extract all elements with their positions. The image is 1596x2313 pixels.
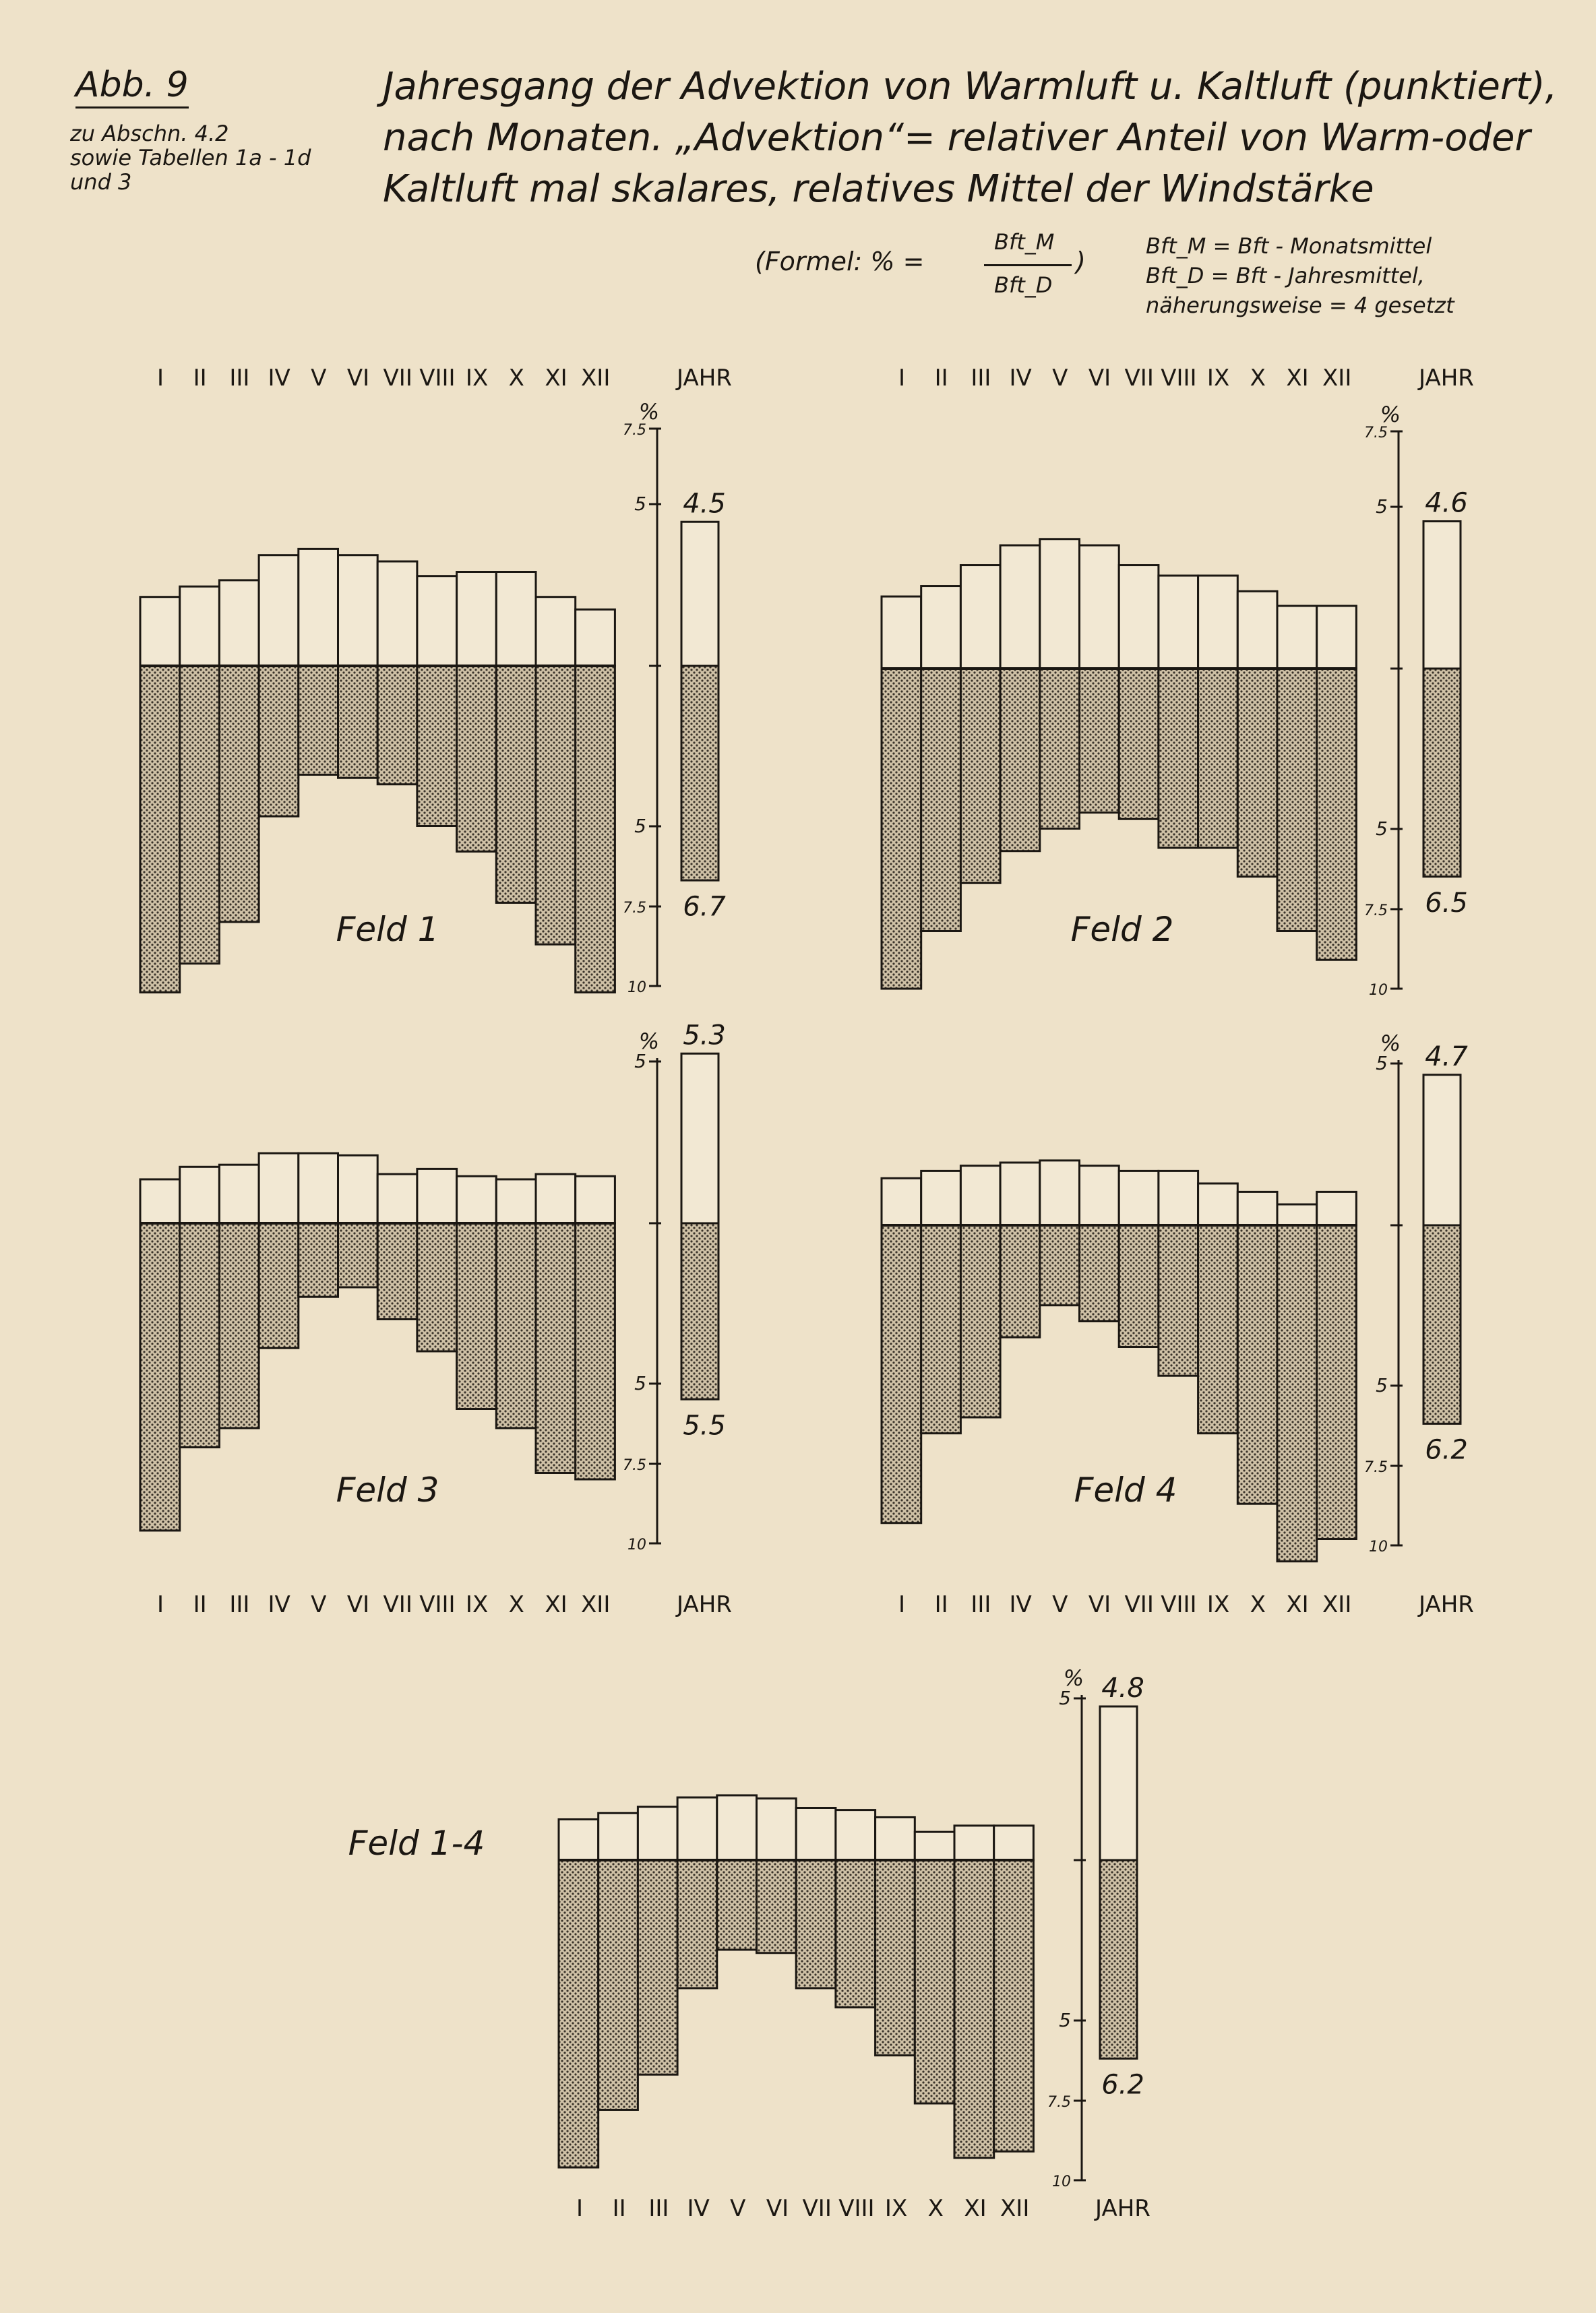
annual-warm-value: 4.7	[1425, 1041, 1468, 1072]
annual-cold-bar	[1423, 1225, 1461, 1424]
month-label-III: III	[229, 365, 250, 392]
month-label-IV: IV	[1009, 365, 1032, 392]
month-label-VIII: VIII	[419, 365, 456, 392]
month-label-XI: XI	[545, 1591, 567, 1618]
warm-bar-VIII	[1159, 576, 1198, 669]
annual-cold-bar	[681, 1223, 718, 1399]
cold-bar-VII	[1119, 1225, 1159, 1347]
month-label-IX: IX	[1206, 1591, 1230, 1618]
jahr-label: JAHR	[1419, 365, 1474, 392]
month-label-VII: VII	[802, 2195, 832, 2222]
month-label-X: X	[508, 1591, 524, 1618]
cold-bar-V	[1040, 1225, 1080, 1305]
cold-bar-IX	[457, 1223, 497, 1409]
cold-bar-III	[638, 1860, 677, 2074]
note-line-2: Bft_D = Bft - Jahresmittel,	[1146, 263, 1425, 288]
cold-bar-VIII	[836, 1860, 876, 2008]
warm-bar-IX	[1198, 1183, 1238, 1225]
warm-bar-VIII	[1159, 1171, 1198, 1225]
annual-cold-value: 6.7	[683, 891, 726, 923]
cold-bar-III	[960, 669, 1000, 883]
month-label-IV: IV	[268, 365, 290, 392]
note-line-1: Bft_M = Bft - Monatsmittel	[1146, 233, 1432, 259]
formula-numerator: Bft_M	[994, 229, 1055, 255]
y-tick-label: 5	[1376, 1052, 1388, 1074]
month-label-IX: IX	[1206, 365, 1230, 392]
month-label-III: III	[229, 1591, 250, 1618]
warm-bar-XI	[1277, 1204, 1317, 1225]
warm-bar-X	[496, 1179, 536, 1223]
y-tick-label: 7.5	[623, 1457, 646, 1474]
y-tick-label: 5	[634, 1372, 646, 1394]
y-tick-label: 5	[634, 1050, 646, 1072]
cold-bar-V	[299, 1223, 338, 1297]
y-tick-label: 10	[627, 1537, 646, 1553]
month-label-III: III	[971, 365, 991, 392]
ref-line-2: sowie Tabellen 1a - 1d	[70, 145, 311, 171]
warm-bar-VI	[1080, 545, 1119, 669]
month-label-XII: XII	[581, 1591, 611, 1618]
cold-bar-II	[921, 1225, 961, 1433]
cold-bar-VIII	[417, 1223, 457, 1351]
annual-warm-bar	[1423, 1075, 1461, 1225]
cold-bar-VI	[757, 1860, 797, 1953]
month-label-II: II	[934, 365, 948, 392]
cold-bar-II	[180, 666, 220, 964]
cold-bar-XI	[954, 1860, 994, 2158]
annual-warm-value: 4.5	[683, 488, 726, 520]
month-label-X: X	[508, 365, 524, 392]
annual-warm-bar	[681, 1053, 718, 1223]
warm-bar-IV	[1000, 545, 1040, 669]
cold-bar-VI	[338, 1223, 378, 1287]
panel-name: Feld 4	[1074, 1471, 1177, 1510]
cold-bar-XII	[1317, 1225, 1357, 1539]
warm-bar-XI	[536, 597, 576, 666]
warm-bar-VII	[1119, 565, 1159, 669]
month-label-II: II	[193, 1591, 207, 1618]
y-tick-label: 7.5	[1364, 902, 1388, 919]
jahr-label: JAHR	[1419, 1591, 1474, 1618]
cold-bar-X	[496, 1223, 536, 1428]
cold-bar-III	[960, 1225, 1000, 1417]
month-label-V: V	[1052, 1591, 1068, 1618]
annual-warm-value: 5.3	[683, 1020, 726, 1051]
cold-bar-X	[1237, 1225, 1277, 1504]
percent-label: %	[638, 1028, 660, 1054]
month-label-VI: VI	[346, 1591, 370, 1618]
cold-bar-V	[717, 1860, 757, 1950]
cold-bar-IX	[876, 1860, 915, 2056]
y-tick-label: 7.5	[1364, 1459, 1388, 1476]
month-label-XII: XII	[1322, 365, 1352, 392]
warm-bar-III	[638, 1807, 677, 1860]
warm-bar-VII	[377, 1174, 417, 1223]
warm-bar-V	[717, 1795, 757, 1860]
warm-bar-VIII	[417, 576, 457, 666]
formula-denominator: Bft_D	[994, 272, 1053, 298]
cold-bar-XII	[994, 1860, 1034, 2151]
month-label-VIII: VIII	[838, 2195, 875, 2222]
cold-bar-VIII	[417, 666, 457, 826]
warm-bar-I	[882, 1178, 921, 1225]
month-label-XI: XI	[964, 2195, 987, 2222]
warm-bar-I	[882, 596, 921, 669]
title-line-3: Kaltluft mal skalares, relatives Mittel der Windstärke	[383, 167, 1374, 211]
warm-bar-VIII	[836, 1810, 876, 1860]
y-tick-label: 5	[1376, 495, 1388, 518]
annual-warm-bar	[1423, 522, 1461, 669]
cold-bar-I	[140, 666, 180, 993]
cold-bar-V	[1040, 669, 1080, 829]
warm-bar-XII	[576, 1176, 615, 1223]
y-tick-label: 10	[1052, 2173, 1071, 2190]
warm-bar-XI	[536, 1174, 576, 1223]
warm-bar-IV	[259, 555, 299, 666]
annual-warm-value: 4.6	[1425, 487, 1468, 519]
warm-bar-VI	[338, 1155, 378, 1223]
month-label-XI: XI	[1286, 1591, 1309, 1618]
month-label-II: II	[193, 365, 207, 392]
y-tick-label: 10	[1369, 1539, 1388, 1555]
panel-name: Feld 2	[1070, 910, 1174, 949]
warm-bar-I	[140, 597, 180, 666]
month-label-VIII: VIII	[1161, 365, 1197, 392]
annual-warm-value: 4.8	[1101, 1673, 1144, 1704]
cold-bar-XI	[1277, 1225, 1317, 1562]
month-label-V: V	[1052, 365, 1068, 392]
y-tick-label: 5	[634, 493, 646, 515]
warm-bar-X	[496, 572, 536, 667]
cold-bar-IV	[677, 1860, 717, 1988]
month-label-IX: IX	[465, 365, 489, 392]
month-label-V: V	[311, 365, 327, 392]
month-label-VII: VII	[383, 365, 412, 392]
cold-bar-IV	[1000, 1225, 1040, 1337]
y-tick-label: 5	[1376, 1374, 1388, 1396]
cold-bar-IV	[259, 666, 299, 816]
month-label-XII: XII	[1322, 1591, 1352, 1618]
title-line-1: Jahresgang der Advektion von Warmluft u. Kaltluft (punktiert),	[383, 65, 1558, 109]
cold-bar-II	[598, 1860, 638, 2110]
warm-bar-IX	[1198, 576, 1238, 669]
percent-label: %	[638, 399, 660, 425]
annual-cold-value: 6.2	[1101, 2069, 1144, 2101]
warm-bar-II	[598, 1813, 638, 1860]
warm-bar-VII	[1119, 1171, 1159, 1225]
warm-bar-XI	[954, 1826, 994, 1860]
cold-bar-X	[1237, 669, 1277, 877]
month-label-VIII: VIII	[419, 1591, 456, 1618]
annual-cold-bar	[1423, 669, 1461, 877]
month-label-V: V	[311, 1591, 327, 1618]
percent-label: %	[1380, 1030, 1401, 1056]
annual-cold-value: 6.2	[1425, 1434, 1468, 1466]
cold-bar-X	[915, 1860, 954, 2103]
cold-bar-IX	[1198, 669, 1238, 848]
annual-cold-bar	[1100, 1860, 1137, 2059]
warm-bar-III	[219, 1165, 259, 1223]
month-label-I: I	[898, 1591, 906, 1618]
annual-cold-value: 5.5	[683, 1410, 726, 1442]
y-tick-label: 10	[1369, 982, 1388, 999]
warm-bar-XII	[1317, 606, 1357, 669]
warm-bar-X	[1237, 591, 1277, 669]
warm-bar-IX	[457, 1176, 497, 1223]
cold-bar-VI	[338, 666, 378, 778]
month-label-V: V	[730, 2195, 746, 2222]
warm-bar-III	[960, 1166, 1000, 1225]
cold-bar-IV	[259, 1223, 299, 1348]
jahr-label: JAHR	[1095, 2195, 1150, 2222]
month-label-I: I	[576, 2195, 584, 2222]
month-label-VI: VI	[766, 2195, 789, 2222]
warm-bar-X	[915, 1832, 954, 1860]
cold-bar-VII	[796, 1860, 836, 1988]
cold-bar-I	[882, 1225, 921, 1523]
warm-bar-V	[1040, 1161, 1080, 1225]
y-tick-label: 7.5	[1047, 2094, 1071, 2111]
cold-bar-IV	[1000, 669, 1040, 851]
month-label-III: III	[648, 2195, 669, 2222]
warm-bar-IX	[457, 572, 497, 667]
annual-cold-bar	[681, 666, 718, 880]
warm-bar-VIII	[417, 1169, 457, 1223]
month-label-II: II	[612, 2195, 626, 2222]
cold-bar-VII	[1119, 669, 1159, 819]
month-label-IV: IV	[1009, 1591, 1032, 1618]
panel-name: Feld 3	[336, 1471, 439, 1510]
warm-bar-I	[559, 1820, 598, 1860]
annual-cold-value: 6.5	[1425, 887, 1468, 919]
warm-bar-III	[219, 580, 259, 666]
warm-bar-IV	[677, 1797, 717, 1860]
y-tick-label: 5	[1059, 2009, 1071, 2031]
month-label-II: II	[934, 1591, 948, 1618]
panel-name: Feld 1	[336, 910, 439, 949]
ref-line-3: und 3	[70, 169, 132, 195]
y-tick-label: 7.5	[623, 900, 646, 917]
annual-warm-bar	[681, 522, 718, 666]
month-label-IV: IV	[268, 1591, 290, 1618]
warm-bar-VI	[757, 1799, 797, 1860]
warm-bar-V	[299, 549, 338, 666]
month-label-VIII: VIII	[1161, 1591, 1197, 1618]
y-tick-label: 7.5	[623, 422, 646, 439]
warm-bar-VI	[338, 555, 378, 666]
warm-bar-IX	[876, 1817, 915, 1860]
title-line-2: nach Monaten. „Advektion“= relativer Anteil von Warm-oder	[383, 116, 1531, 160]
month-label-IX: IX	[465, 1591, 489, 1618]
cold-bar-VI	[1080, 669, 1119, 813]
month-label-III: III	[971, 1591, 991, 1618]
month-label-XI: XI	[1286, 365, 1309, 392]
cold-bar-IX	[1198, 1225, 1238, 1433]
y-tick-label: 5	[1376, 818, 1388, 840]
percent-label: %	[1380, 402, 1401, 427]
y-tick-label: 7.5	[1364, 425, 1388, 441]
formula-suffix: )	[1076, 247, 1086, 276]
cold-bar-II	[180, 1223, 220, 1448]
cold-bar-V	[299, 666, 338, 775]
ref-line-1: zu Abschn. 4.2	[70, 121, 229, 146]
warm-bar-XII	[994, 1826, 1034, 1860]
month-label-IV: IV	[687, 2195, 710, 2222]
month-label-IX: IX	[884, 2195, 908, 2222]
cold-bar-VI	[1080, 1225, 1119, 1322]
warm-bar-VI	[1080, 1166, 1119, 1225]
cold-bar-XI	[536, 1223, 576, 1473]
cold-bar-VIII	[1159, 669, 1198, 848]
month-label-VI: VI	[1088, 365, 1111, 392]
panel-name: Feld 1-4	[348, 1824, 485, 1863]
percent-label: %	[1063, 1665, 1084, 1691]
cold-bar-VIII	[1159, 1225, 1198, 1376]
formula-prefix: (Formel: % =	[755, 247, 925, 276]
month-label-VII: VII	[383, 1591, 412, 1618]
figure-label: Abb. 9	[75, 65, 189, 109]
cold-bar-III	[219, 666, 259, 922]
month-label-X: X	[1250, 365, 1266, 392]
cold-bar-I	[882, 669, 921, 989]
month-label-VII: VII	[1124, 1591, 1154, 1618]
warm-bar-XII	[576, 609, 615, 666]
cold-bar-VII	[377, 666, 417, 784]
cold-bar-I	[140, 1223, 180, 1531]
cold-bar-II	[921, 669, 961, 931]
warm-bar-X	[1237, 1192, 1277, 1225]
annual-warm-bar	[1100, 1706, 1137, 1860]
month-label-VI: VI	[1088, 1591, 1111, 1618]
warm-bar-II	[180, 1167, 220, 1223]
cold-bar-III	[219, 1223, 259, 1428]
warm-bar-VII	[377, 561, 417, 666]
cold-bar-XII	[576, 1223, 615, 1479]
cold-bar-XI	[536, 666, 576, 944]
cold-bar-VII	[377, 1223, 417, 1320]
jahr-label: JAHR	[677, 365, 732, 392]
month-label-X: X	[1250, 1591, 1266, 1618]
warm-bar-XI	[1277, 606, 1317, 669]
month-label-XII: XII	[1000, 2195, 1030, 2222]
warm-bar-III	[960, 565, 1000, 669]
warm-bar-I	[140, 1179, 180, 1223]
month-label-VII: VII	[1124, 365, 1154, 392]
y-tick-label: 10	[627, 979, 646, 996]
y-tick-label: 5	[1059, 1687, 1071, 1709]
warm-bar-IV	[1000, 1163, 1040, 1225]
warm-bar-II	[921, 586, 961, 669]
warm-bar-VII	[796, 1808, 836, 1861]
month-label-XI: XI	[545, 365, 567, 392]
cold-bar-XI	[1277, 669, 1317, 931]
cold-bar-XII	[1317, 669, 1357, 960]
warm-bar-IV	[259, 1153, 299, 1223]
month-label-I: I	[156, 365, 164, 392]
warm-bar-II	[921, 1171, 961, 1225]
warm-bar-V	[299, 1153, 338, 1223]
warm-bar-XII	[1317, 1192, 1357, 1225]
warm-bar-II	[180, 586, 220, 666]
month-label-XII: XII	[581, 365, 611, 392]
month-label-I: I	[898, 365, 906, 392]
cold-bar-X	[496, 666, 536, 903]
cold-bar-I	[559, 1860, 598, 2167]
month-label-X: X	[927, 2195, 944, 2222]
y-tick-label: 5	[634, 815, 646, 837]
jahr-label: JAHR	[677, 1591, 732, 1618]
note-line-3: näherungsweise = 4 gesetzt	[1146, 292, 1454, 318]
warm-bar-V	[1040, 539, 1080, 669]
cold-bar-XII	[576, 666, 615, 993]
cold-bar-IX	[457, 666, 497, 852]
month-label-I: I	[156, 1591, 164, 1618]
month-label-VI: VI	[346, 365, 370, 392]
